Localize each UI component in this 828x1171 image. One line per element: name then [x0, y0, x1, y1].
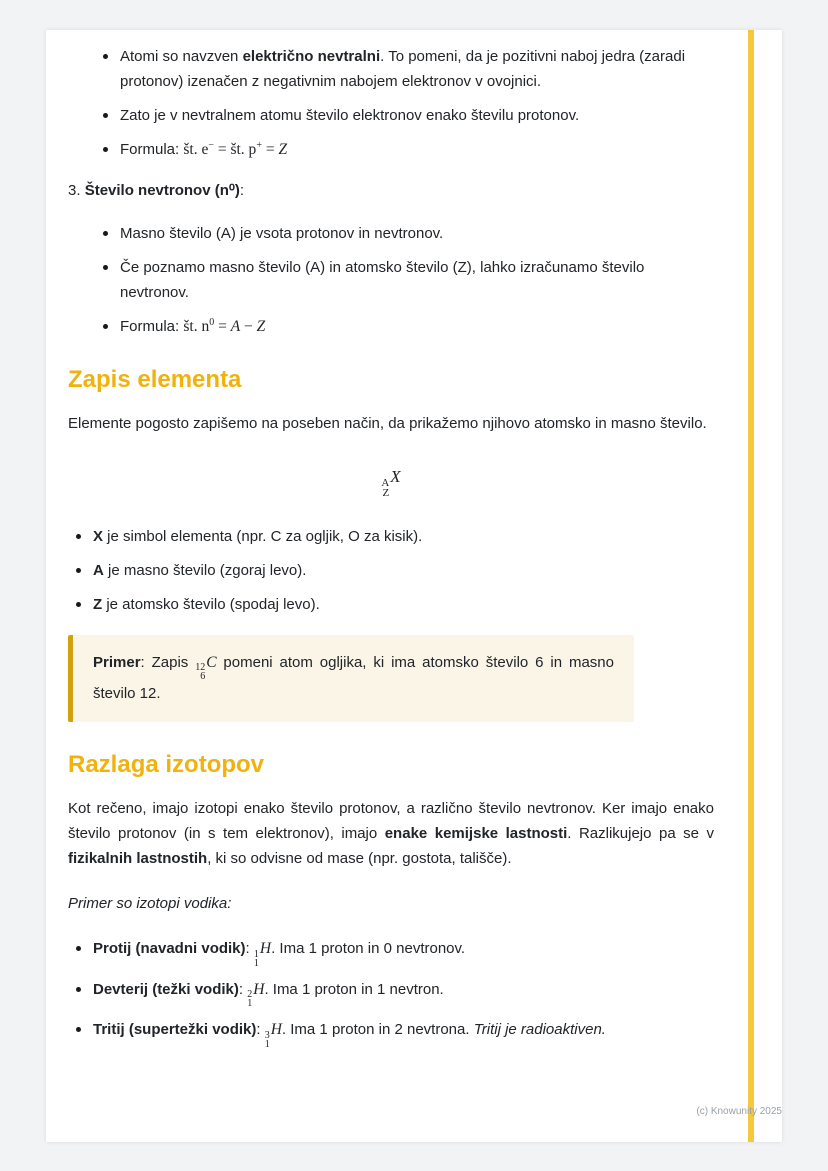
- text-segment: Kot rečeno, imajo izotopi enako število protonov, a različno število nevtronov. Ker imajo enako število protonov (in s tem elektronov), imajo: [68, 800, 714, 843]
- list-item: [76, 592, 714, 617]
- mass-number-script: A: [381, 476, 390, 489]
- bullet-icon: [76, 946, 81, 951]
- text-segment: :: [245, 940, 254, 958]
- stacked-scripts: [195, 663, 205, 681]
- superscript: +: [256, 139, 262, 151]
- neutral-atom-list: [68, 44, 714, 162]
- list-item: [76, 977, 714, 1009]
- atomic-number-script: 1: [264, 1038, 270, 1050]
- stacked-scripts: [247, 990, 252, 1008]
- list-item: [103, 137, 714, 162]
- list-item-text: [120, 221, 443, 246]
- paragraph: [68, 796, 714, 871]
- section-heading-zapis: Zapis elementa: [68, 366, 242, 393]
- bold-term: Tritij (supertežki vodik): [93, 1021, 257, 1039]
- list-item-text: [120, 137, 287, 162]
- math-text: −: [240, 318, 257, 335]
- bullet-icon: [76, 602, 81, 607]
- list-item: [76, 1017, 714, 1049]
- bullet-icon: [76, 534, 81, 539]
- deuterium-formula: [247, 980, 265, 1010]
- example-callout: [68, 635, 634, 723]
- list-item-text: [120, 103, 579, 128]
- list-item-text: [120, 255, 714, 305]
- list-item-text: [93, 977, 444, 1009]
- list-item: [76, 558, 714, 583]
- accent-stripe: [748, 30, 754, 1142]
- bold-term: fizikalnih lastnostih: [68, 850, 208, 868]
- text-segment: Atomi so navzven: [120, 48, 243, 65]
- list-item-text: [93, 558, 306, 583]
- stacked-scripts: [265, 1031, 270, 1049]
- bold-term: enake kemijske lastnosti: [384, 825, 568, 843]
- atomic-number-script: 1: [247, 998, 253, 1010]
- bullet-icon: [76, 568, 81, 573]
- list-item: [103, 221, 714, 246]
- bullet-icon: [103, 265, 108, 270]
- stacked-scripts: [254, 950, 259, 968]
- math-variable: X: [390, 467, 401, 486]
- text-segment: Formula:: [120, 141, 184, 158]
- text-segment: . Ima 1 proton in 1 nevtron.: [264, 980, 444, 998]
- bullet-icon: [103, 54, 108, 59]
- list-item-text: [120, 314, 265, 339]
- notation-legend-list: [68, 524, 714, 617]
- isotope-list: [68, 936, 714, 1049]
- list-item-text: [93, 1017, 606, 1049]
- text-segment: , ki so odvisne od mase (npr. gostota, tališče).: [207, 850, 512, 868]
- formula-electron-count: [183, 141, 287, 158]
- bullet-icon: [103, 324, 108, 329]
- paragraph: Elemente pogosto zapišemo na poseben način, da prikažemo njihovo atomsko in masno število.: [68, 415, 707, 432]
- bullet-icon: [76, 1027, 81, 1032]
- atomic-number-script: Z: [382, 486, 390, 499]
- bold-term: Primer: [93, 653, 141, 671]
- math-variable: H: [259, 940, 272, 958]
- list-item: [103, 44, 714, 94]
- text-segment: : Zapis: [140, 653, 196, 671]
- math-text: št. n: [183, 318, 210, 335]
- bold-term: X: [93, 527, 104, 545]
- atomic-number-script: 1: [253, 957, 259, 969]
- text-segment: Masno število (A) je vsota protonov in nevtronov.: [120, 225, 444, 242]
- text-segment: je masno število (zgoraj levo).: [103, 561, 307, 579]
- list-item: [103, 255, 714, 305]
- bold-term: Z: [93, 595, 103, 613]
- text-segment: . To pomeni, da je pozitivni naboj jedra (zaradi protonov) izenačen z negativnim nabojem elektronov v ovojnici.: [120, 48, 686, 90]
- math-variable: H: [270, 1021, 282, 1039]
- text-segment: Če poznamo masno število (A) in atomsko število (Z), lahko izračunamo število nevtronov.: [120, 259, 645, 301]
- section-heading-izotopi: Razlaga izotopov: [68, 751, 265, 779]
- list-item-text: [93, 524, 422, 549]
- text-segment: . Ima 1 proton in 2 nevtrona.: [281, 1021, 474, 1039]
- item-number: 3.: [68, 182, 85, 199]
- callout-text: [93, 650, 614, 708]
- bullet-icon: [103, 231, 108, 236]
- example-intro: Primer so izotopi vodika:: [68, 895, 232, 913]
- list-item: [103, 314, 714, 339]
- list-item: [76, 936, 714, 968]
- text-segment: . Ima 1 proton in 0 nevtronov.: [271, 940, 466, 958]
- stacked-scripts: [381, 478, 389, 498]
- list-item: [76, 524, 714, 549]
- math-text: = št. p: [213, 141, 257, 158]
- protium-formula: [253, 940, 272, 969]
- text-segment: Formula:: [120, 318, 184, 335]
- math-text: št. e: [183, 141, 209, 158]
- text-segment: je atomsko število (spodaj levo).: [102, 595, 320, 613]
- bullet-icon: [103, 147, 108, 152]
- bold-term: električno nevtralni: [242, 48, 381, 65]
- math-variable: H: [253, 980, 265, 998]
- atomic-number-script: 6: [200, 671, 206, 683]
- mass-number-script: 2: [247, 989, 253, 1001]
- mass-number-script: 1: [253, 948, 259, 960]
- text-segment: :: [239, 182, 245, 199]
- formula-neutron-count: [183, 318, 265, 335]
- math-variable: Z: [256, 318, 266, 335]
- text-segment: :: [238, 980, 248, 998]
- math-variable: A: [230, 318, 241, 335]
- math-variable: C: [206, 653, 217, 671]
- list-item-text: [93, 936, 465, 968]
- list-item-text: [93, 592, 320, 617]
- bold-term: A: [93, 561, 104, 579]
- list-item: [103, 103, 714, 128]
- math-text: =: [261, 141, 279, 158]
- text-segment: Zato je v nevtralnem atomu število elektronov enako številu protonov.: [120, 107, 580, 124]
- neutron-list: [68, 221, 714, 339]
- list-item-text: [120, 44, 714, 94]
- math-text: =: [214, 318, 231, 335]
- copyright-watermark: (c) Knowunity 2025: [696, 1106, 782, 1117]
- text-segment: . Razlikujejo pa se v: [567, 825, 714, 843]
- bullet-icon: [76, 987, 81, 992]
- tritium-formula: [264, 1021, 282, 1050]
- bold-term: Število nevtronov (n⁰): [84, 182, 240, 199]
- numbered-heading-neutrons: [68, 178, 714, 203]
- bold-term: Protij (navadni vodik): [93, 940, 246, 958]
- superscript: −: [208, 139, 214, 151]
- element-notation-formula: [68, 464, 714, 498]
- italic-note: Tritij je radioaktiven.: [473, 1021, 606, 1039]
- document-page: [46, 30, 782, 1142]
- math-variable: Z: [278, 141, 288, 158]
- bold-term: Devterij (težki vodik): [93, 980, 239, 998]
- text-segment: je simbol elementa (npr. C za ogljik, O za kisik).: [103, 527, 423, 545]
- text-segment: pomeni atom ogljika, ki ima atomsko število 6 in masno število 12.: [93, 653, 614, 703]
- superscript: 0: [209, 316, 215, 328]
- carbon-notation-formula: [195, 653, 217, 683]
- mass-number-script: 3: [264, 1029, 270, 1041]
- text-segment: :: [256, 1021, 265, 1039]
- mass-number-script: 12: [195, 662, 206, 674]
- bullet-icon: [103, 113, 108, 118]
